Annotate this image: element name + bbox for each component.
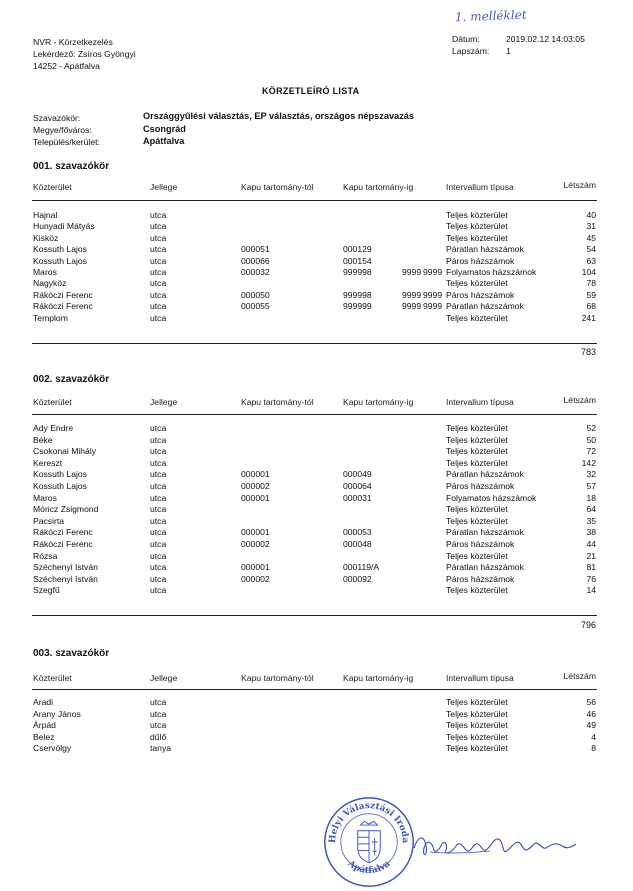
cell-to-extra2: 9999 — [423, 267, 443, 277]
table-row — [0, 585, 633, 595]
table-header — [0, 673, 633, 683]
table-row — [0, 481, 633, 491]
cell-interval: Páratlan házszámok — [446, 469, 524, 480]
cell-count: 54 — [586, 244, 596, 255]
handwritten-annotation: 1. melléklet — [454, 7, 527, 25]
cell-name: Kossuth Lajos — [33, 244, 87, 255]
cell-interval: Páratlan házszámok — [446, 527, 524, 538]
table-row — [0, 562, 633, 572]
cell-name: Pacsirta — [33, 515, 65, 526]
cell-count: 78 — [586, 278, 596, 289]
cell-count: 56 — [586, 697, 596, 707]
table-row — [0, 267, 633, 277]
col-header-interval: Intervallum típusa — [446, 397, 514, 407]
table-row — [0, 290, 633, 300]
cell-count: 63 — [586, 255, 596, 266]
table-row — [0, 244, 633, 254]
info-label-settlement: Település/kerület: — [33, 137, 100, 147]
info-label-district: Szavazókör: — [33, 113, 81, 123]
cell-count: 40 — [586, 210, 596, 220]
cell-from: 000001 — [241, 492, 270, 503]
cell-interval: Teljes közterület — [446, 232, 508, 243]
cell-type: tanya — [150, 743, 172, 753]
cell-count: 68 — [586, 301, 596, 312]
table-row — [0, 458, 633, 468]
col-header-from: Kapu tartomány-tól — [241, 397, 314, 407]
cell-type: utca — [150, 708, 167, 719]
section-total: 796 — [580, 620, 596, 630]
cell-interval: Teljes közterület — [446, 585, 508, 596]
cell-interval: Páros házszámok — [446, 539, 515, 549]
header-app-name: NVR - Körzetkezelés — [33, 37, 113, 47]
cell-interval: Páros házszámok — [446, 481, 515, 491]
col-header-name: Közterület — [33, 673, 72, 683]
cell-from: 000001 — [241, 527, 270, 538]
cell-from: 000001 — [241, 469, 270, 480]
col-header-count: Létszám — [563, 395, 596, 405]
col-header-to: Kapu tartomány-ig — [343, 397, 414, 407]
cell-name: Kossuth Lajos — [33, 469, 87, 480]
cell-count: 76 — [586, 573, 596, 584]
cell-count: 49 — [586, 720, 596, 730]
cell-count: 72 — [586, 446, 596, 457]
cell-to-extra: 9999 — [402, 289, 422, 300]
cell-to-extra: 9999 — [402, 267, 422, 277]
cell-name: Széchenyi István — [33, 562, 98, 573]
cell-interval: Teljes közterület — [446, 446, 508, 457]
divider — [32, 615, 597, 616]
cell-type: utca — [150, 562, 167, 573]
cell-interval: Folyamatos házszámok — [446, 492, 537, 503]
cell-to: 000129 — [343, 244, 372, 255]
cell-name: Cservölgy — [33, 743, 72, 753]
col-header-type: Jellege — [150, 673, 178, 683]
col-header-count: Létszám — [563, 671, 596, 681]
section-title: 002. szavazókör — [33, 374, 110, 385]
cell-type: utca — [150, 221, 167, 232]
col-header-name: Közterület — [33, 182, 72, 192]
page-value: 1 — [506, 46, 511, 56]
cell-type: utca — [150, 232, 167, 243]
col-header-name: Közterület — [33, 397, 72, 407]
cell-count: 241 — [581, 312, 596, 323]
cell-type: utca — [150, 289, 167, 300]
cell-count: 142 — [581, 457, 596, 468]
col-header-from: Kapu tartomány-tól — [241, 673, 314, 683]
cell-interval: Teljes közterület — [446, 743, 508, 753]
cell-type: utca — [150, 278, 167, 289]
cell-name: Kossuth Lajos — [33, 481, 87, 491]
cell-count: 18 — [586, 492, 596, 503]
cell-count: 59 — [586, 289, 596, 300]
cell-count: 104 — [581, 267, 596, 277]
cell-interval: Páros házszámok — [446, 289, 515, 300]
cell-name: Nagyköz — [33, 278, 67, 289]
cell-count: 14 — [586, 585, 596, 596]
cell-interval: Teljes közterület — [446, 731, 508, 742]
divider — [32, 414, 597, 415]
cell-type: utca — [150, 720, 167, 730]
info-value-district: Országgyűlési választás, EP választás, országos népszavazás — [143, 111, 415, 121]
cell-count: 57 — [586, 481, 596, 491]
cell-to: 000154 — [343, 255, 372, 266]
col-header-interval: Intervallum típusa — [446, 673, 514, 683]
cell-interval: Teljes közterület — [446, 434, 508, 445]
cell-to: 000048 — [343, 539, 372, 549]
table-row — [0, 435, 633, 445]
cell-count: 4 — [591, 731, 596, 742]
table-row — [0, 504, 633, 514]
table-row — [0, 423, 633, 433]
cell-count: 64 — [586, 504, 596, 515]
info-value-settlement: Apátfalva — [143, 136, 185, 146]
table-row — [0, 574, 633, 584]
cell-count: 38 — [586, 527, 596, 538]
col-header-count: Létszám — [563, 180, 596, 190]
table-row — [0, 446, 633, 456]
cell-to: 999998 — [343, 289, 372, 300]
cell-name: Rózsa — [33, 550, 58, 561]
col-header-interval: Intervallum típusa — [446, 182, 514, 192]
col-header-type: Jellege — [150, 182, 178, 192]
cell-interval: Teljes közterület — [446, 210, 508, 220]
table-row — [0, 493, 633, 503]
cell-to: 000064 — [343, 481, 372, 491]
cell-interval: Teljes közterület — [446, 550, 508, 561]
cell-to: 000053 — [343, 527, 372, 538]
cell-name: Árpád — [33, 720, 56, 730]
stamp-bottom-text: Apátfalva — [345, 858, 393, 877]
cell-from: 000051 — [241, 244, 270, 255]
cell-interval: Teljes közterület — [446, 720, 508, 730]
cell-from: 000066 — [241, 255, 270, 266]
cell-from: 000055 — [241, 301, 270, 312]
cell-type: utca — [150, 539, 167, 549]
table-row — [0, 210, 633, 220]
cell-count: 44 — [586, 539, 596, 549]
info-label-county: Megye/főváros: — [33, 125, 92, 135]
col-header-to: Kapu tartomány-ig — [343, 673, 414, 683]
cell-type: utca — [150, 301, 167, 312]
header-requester: Lekérdező: Zsíros Gyöngyi — [33, 49, 136, 59]
cell-name: Kereszt — [33, 457, 63, 468]
cell-name: Maros — [33, 492, 57, 503]
cell-interval: Páratlan házszámok — [446, 562, 524, 573]
cell-name: Rákóczi Ferenc — [33, 301, 93, 312]
cell-interval: Teljes közterület — [446, 312, 508, 323]
cell-to-extra2: 9999 — [423, 289, 443, 300]
section-total: 783 — [580, 347, 596, 357]
cell-type: utca — [150, 573, 167, 584]
cell-type: utca — [150, 481, 167, 491]
table-row — [0, 551, 633, 561]
table-row — [0, 697, 633, 707]
cell-interval: Páros házszámok — [446, 573, 515, 584]
cell-from: 000002 — [241, 539, 270, 549]
section-title: 001. szavazókör — [33, 161, 110, 172]
cell-from: 000001 — [241, 562, 270, 573]
cell-name: Arany János — [33, 708, 81, 719]
cell-name: Hajnal — [33, 210, 58, 220]
table-header — [0, 397, 633, 407]
cell-name: Móricz Zsigmond — [33, 504, 99, 515]
stamp-top-text: Helyi Választási Iroda — [327, 801, 410, 844]
divider — [32, 343, 597, 344]
cell-interval: Teljes közterület — [446, 515, 508, 526]
cell-to: 000049 — [343, 469, 372, 480]
table-row — [0, 256, 633, 266]
cell-type: utca — [150, 244, 167, 255]
table-row — [0, 301, 633, 311]
document-title: KÖRZETLEÍRÓ LISTA — [262, 86, 360, 96]
cell-type: utca — [150, 423, 167, 433]
date-value: 2019.02.12 14:03:05 — [506, 34, 585, 44]
col-header-from: Kapu tartomány-tól — [241, 182, 314, 192]
cell-from: 000002 — [241, 573, 270, 584]
cell-interval: Páratlan házszámok — [446, 244, 524, 255]
cell-name: Maros — [33, 267, 57, 277]
cell-count: 81 — [586, 562, 596, 573]
cell-name: Rákóczi Ferenc — [33, 527, 93, 538]
cell-to: 999999 — [343, 301, 372, 312]
cell-type: utca — [150, 267, 167, 277]
cell-name: Rákóczi Ferenc — [33, 539, 93, 549]
cell-name: Kossuth Lajos — [33, 255, 87, 266]
coat-of-arms-icon — [358, 821, 381, 862]
col-header-type: Jellege — [150, 397, 178, 407]
cell-type: utca — [150, 527, 167, 538]
cell-interval: Teljes közterület — [446, 697, 508, 707]
cell-type: utca — [150, 697, 167, 707]
divider — [32, 689, 597, 690]
signature — [410, 818, 580, 868]
cell-count: 32 — [586, 469, 596, 480]
cell-type: utca — [150, 504, 167, 515]
table-row — [0, 233, 633, 243]
cell-to: 000119/A — [343, 562, 380, 573]
header-settlement: 14252 - Apátfalva — [33, 61, 100, 71]
table-row — [0, 469, 633, 479]
cell-to-extra2: 9999 — [423, 301, 443, 312]
cell-type: utca — [150, 469, 167, 480]
cell-from: 000032 — [241, 267, 270, 277]
cell-type: utca — [150, 550, 167, 561]
page-label: Lapszám: — [452, 46, 490, 56]
cell-to: 000031 — [343, 492, 372, 503]
table-row — [0, 278, 633, 288]
cell-name: Kisköz — [33, 232, 59, 243]
cell-name: Széchenyi István — [33, 573, 98, 584]
cell-count: 35 — [586, 515, 596, 526]
cell-interval: Teljes közterület — [446, 708, 508, 719]
cell-type: utca — [150, 255, 167, 266]
cell-interval: Páratlan házszámok — [446, 301, 524, 312]
cell-name: Béke — [33, 434, 53, 445]
cell-from: 000002 — [241, 481, 270, 491]
table-row — [0, 743, 633, 753]
cell-type: dűlő — [150, 731, 167, 742]
cell-from: 000050 — [241, 289, 270, 300]
cell-name: Templom — [33, 312, 68, 323]
cell-type: utca — [150, 446, 167, 457]
cell-type: utca — [150, 585, 167, 596]
section-title: 003. szavazókör — [33, 648, 110, 659]
table-row — [0, 732, 633, 742]
official-stamp — [322, 795, 416, 889]
cell-name: Szegfű — [33, 585, 60, 596]
cell-count: 50 — [586, 434, 596, 445]
cell-interval: Teljes közterület — [446, 457, 508, 468]
table-row — [0, 720, 633, 730]
cell-type: utca — [150, 434, 167, 445]
cell-to: 000092 — [343, 573, 372, 584]
cell-name: Belez — [33, 731, 55, 742]
cell-name: Aradi — [33, 697, 54, 707]
cell-type: utca — [150, 492, 167, 503]
table-header — [0, 182, 633, 192]
cell-interval: Páros házszámok — [446, 255, 515, 266]
cell-count: 31 — [586, 221, 596, 232]
cell-name: Rákóczi Ferenc — [33, 289, 93, 300]
cell-name: Csokonai Mihály — [33, 446, 97, 457]
table-row — [0, 709, 633, 719]
cell-count: 46 — [586, 708, 596, 719]
cell-to-extra: 9999 — [402, 301, 422, 312]
cell-interval: Teljes közterület — [446, 504, 508, 515]
table-row — [0, 539, 633, 549]
info-value-county: Csongrád — [143, 124, 186, 134]
cell-count: 21 — [586, 550, 596, 561]
cell-interval: Teljes közterület — [446, 278, 508, 289]
cell-type: utca — [150, 210, 167, 220]
cell-interval: Folyamatos házszámok — [446, 267, 537, 277]
cell-interval: Teljes közterület — [446, 221, 508, 232]
cell-count: 52 — [586, 423, 596, 433]
table-row — [0, 221, 633, 231]
divider — [32, 200, 597, 201]
cell-to: 999998 — [343, 267, 372, 277]
cell-name: Hunyadi Mátyás — [33, 221, 95, 232]
cell-type: utca — [150, 312, 167, 323]
col-header-to: Kapu tartomány-ig — [343, 182, 414, 192]
cell-type: utca — [150, 515, 167, 526]
cell-name: Ady Endre — [33, 423, 74, 433]
table-row — [0, 313, 633, 323]
date-label: Dátum: — [452, 34, 480, 44]
table-row — [0, 516, 633, 526]
table-row — [0, 527, 633, 537]
cell-count: 45 — [586, 232, 596, 243]
cell-interval: Teljes közterület — [446, 423, 508, 433]
cell-count: 8 — [591, 743, 596, 753]
cell-type: utca — [150, 457, 167, 468]
